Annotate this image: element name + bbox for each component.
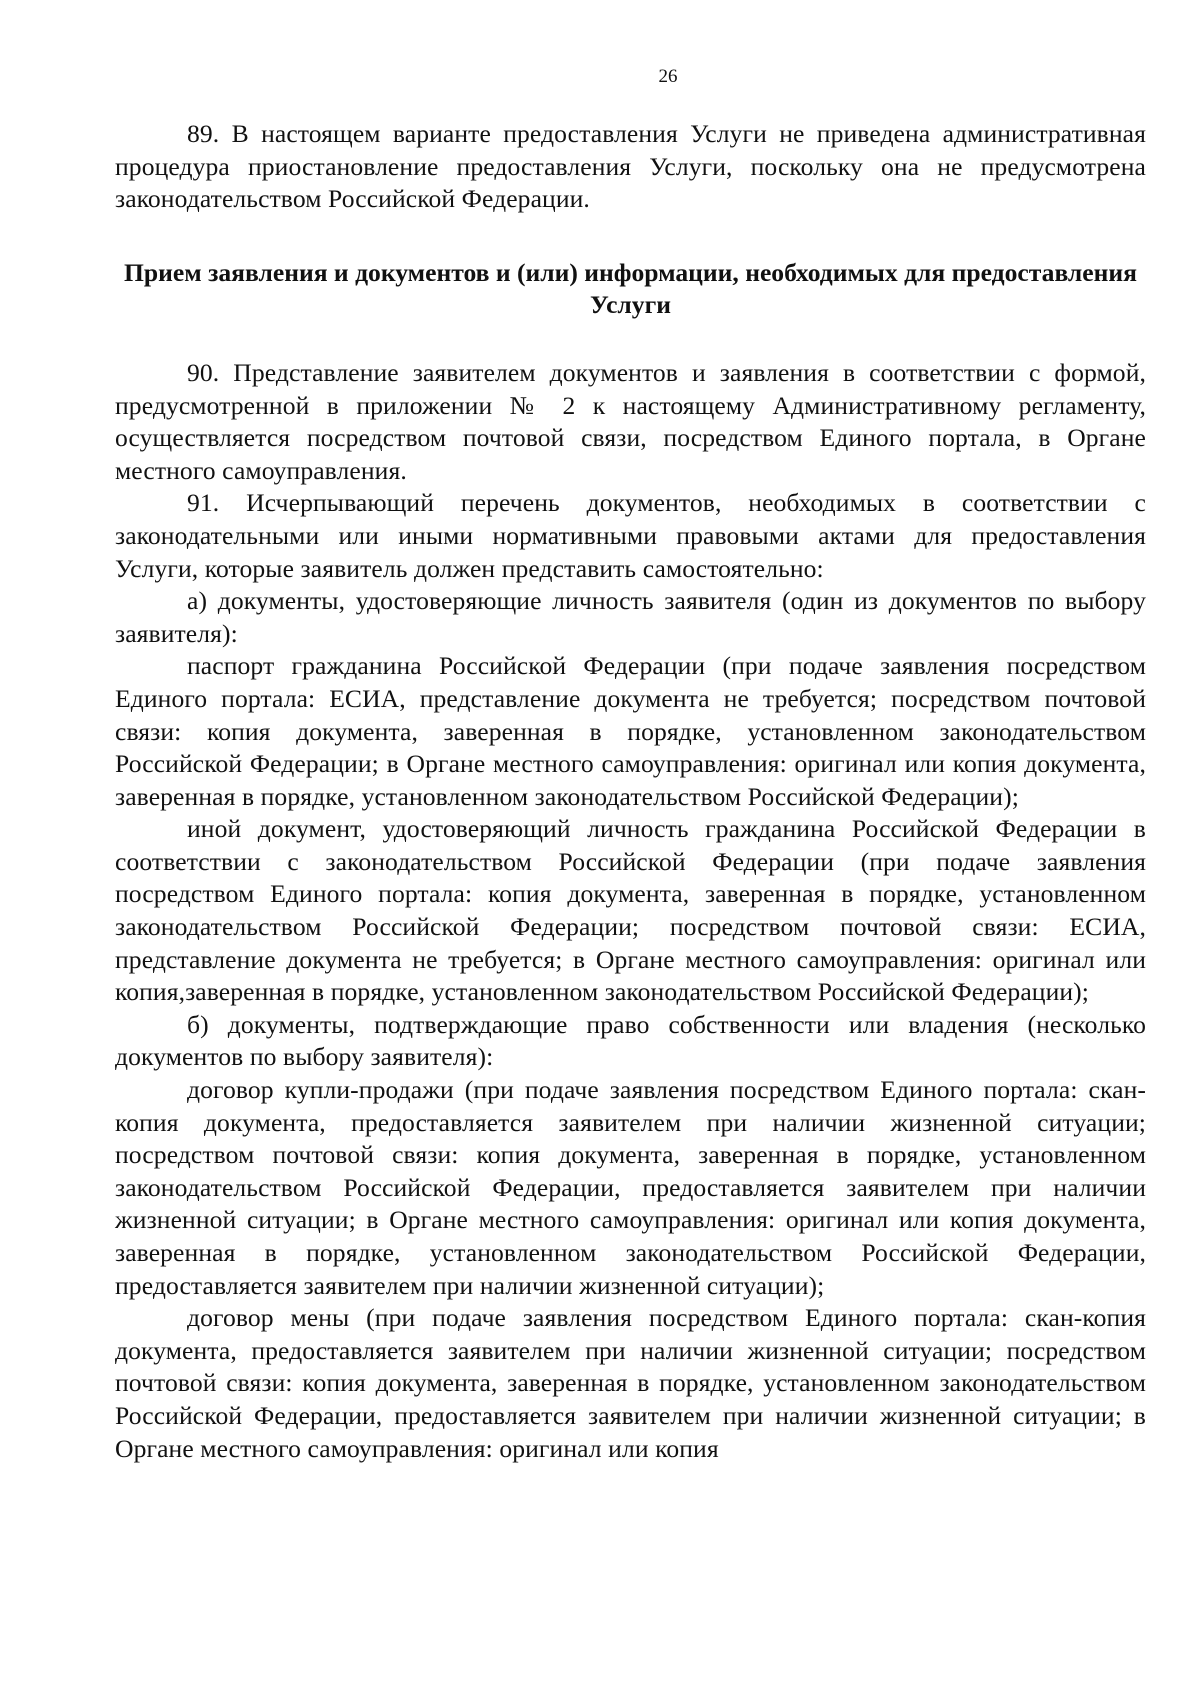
paragraph-exchange-contract: договор мены (при подаче заявления посредством Единого портала: скан-копия документа, предоставляется заявителем при наличии жизненной ситуации; посредством почтовой связи: копия документа, заверенная в порядке, установленном законодательством Российской Федерации, предоставляется заявителем при наличии жизненной ситуации; в Органе местного самоуправления: оригинал или копия [115,1303,1146,1463]
paragraph-item-a: а) документы, удостоверяющие личность заявителя (один из документов по выбору заявителя): [115,586,1146,648]
paragraph-sale-contract: договор купли-продажи (при подаче заявления посредством Единого портала: скан-копия документа, предоставляется заявителем при наличии жизненной ситуации; посредством почтовой связи: копия документа, заверенная в порядке, установленном законодательством Российской Федерации, предоставляется заявителем при наличии жизненной ситуации; в Органе местного самоуправления: оригинал или копия документа, заверенная в порядке, установленном законодательством Российской Федерации, предоставляется заявителем при наличии жизненной ситуации); [115,1075,1146,1300]
paragraph-item-b: б) документы, подтверждающие право собственности или владения (несколько документов по выбору заявителя): [115,1009,1146,1072]
page-number: 26 [658,66,678,87]
paragraph-91: 91. Исчерпывающий перечень документов, необходимых в соответствии с законодательными или иными нормативными правовыми актами для предоставления Услуги, которые заявитель должен представить самостоятельно: [115,488,1146,583]
section-heading: Прием заявления и документов и (или) информации, необходимых для предоставления Услуги [123,257,1137,320]
paragraph-other-identity-document: иной документ, удостоверяющий личность гражданина Российской Федерации в соответствии с законодательством Российской Федерации (при подаче заявления посредством Единого портала: копия документа, заверенная в порядке, установленном законодательством Российской Федерации; посредством почтовой связи: ЕСИА, представление документа не требуется; в Органе местного самоуправления: оригинал или копия,заверенная в порядке, установленном законодательством Российской Федерации); [115,814,1146,1007]
paragraph-90: 90. Представление заявителем документов и заявления в соответствии с формой, предусмотренной в приложении № 2 к настоящему Административному регламенту, осуществляется посредством почтовой связи, посредством Единого портала, в Органе местного самоуправления. [115,357,1146,485]
paragraph-89: 89. В настоящем варианте предоставления Услуги не приведена административная процедура приостановление предоставления Услуги, поскольку она не предусмотрена законодательством Российской Федерации. [115,119,1146,214]
document-page [115,66,1146,1465]
paragraph-passport: паспорт гражданина Российской Федерации (при подаче заявления посредством Единого портала: ЕСИА, представление документа не требуется; посредством почтовой связи: копия документа, заверенная в порядке, установленном законодательством Российской Федерации; в Органе местного самоуправления: оригинал или копия документа, заверенная в порядке, установленном законодательством Российской Федерации); [115,651,1146,811]
